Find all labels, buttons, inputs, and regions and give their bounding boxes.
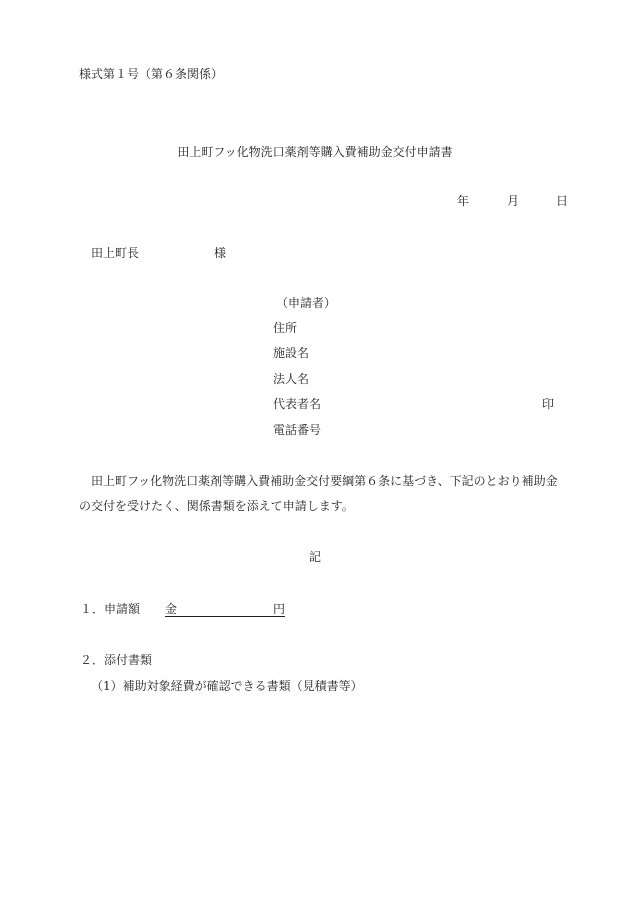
form-number: 様式第１号（第６条関係） bbox=[79, 67, 224, 81]
applicant-phone-label: 電話番号 bbox=[273, 423, 322, 437]
applicant-corporation-label: 法人名 bbox=[273, 372, 310, 386]
body-text-line1: 田上町フッ化物洗口薬剤等購入費補助金交付要綱第６条に基づき、下記のとおり補助金 bbox=[91, 474, 558, 488]
applicant-address-label: 住所 bbox=[273, 321, 298, 335]
date-month-label: 月 bbox=[507, 194, 520, 208]
applicant-representative-label: 代表者名 bbox=[273, 397, 322, 411]
amount-unit: 円 bbox=[272, 602, 285, 616]
item1-label: １．申請額 bbox=[80, 602, 141, 616]
addressee-name: 田上町長 bbox=[91, 246, 140, 260]
applicant-heading: （申請者） bbox=[276, 296, 337, 310]
applicant-facility-label: 施設名 bbox=[273, 346, 310, 360]
addressee-honorific: 様 bbox=[214, 246, 227, 260]
item2-label: ２．添付書類 bbox=[80, 653, 153, 667]
ki-heading: 記 bbox=[308, 550, 321, 564]
date-day-label: 日 bbox=[556, 194, 569, 208]
amount-field[interactable] bbox=[165, 603, 285, 617]
amount-prefix: 金 bbox=[165, 602, 178, 616]
document-title: 田上町フッ化物洗口薬剤等購入費補助金交付申請書 bbox=[177, 145, 453, 159]
body-text-line2: の交付を受けたく、関係書類を添えて申請します。 bbox=[79, 499, 354, 513]
date-year-label: 年 bbox=[457, 194, 470, 208]
item2-sub1: （1）補助対象経費が確認できる書類（見積書等） bbox=[91, 679, 363, 693]
seal-mark: 印 bbox=[542, 397, 555, 411]
